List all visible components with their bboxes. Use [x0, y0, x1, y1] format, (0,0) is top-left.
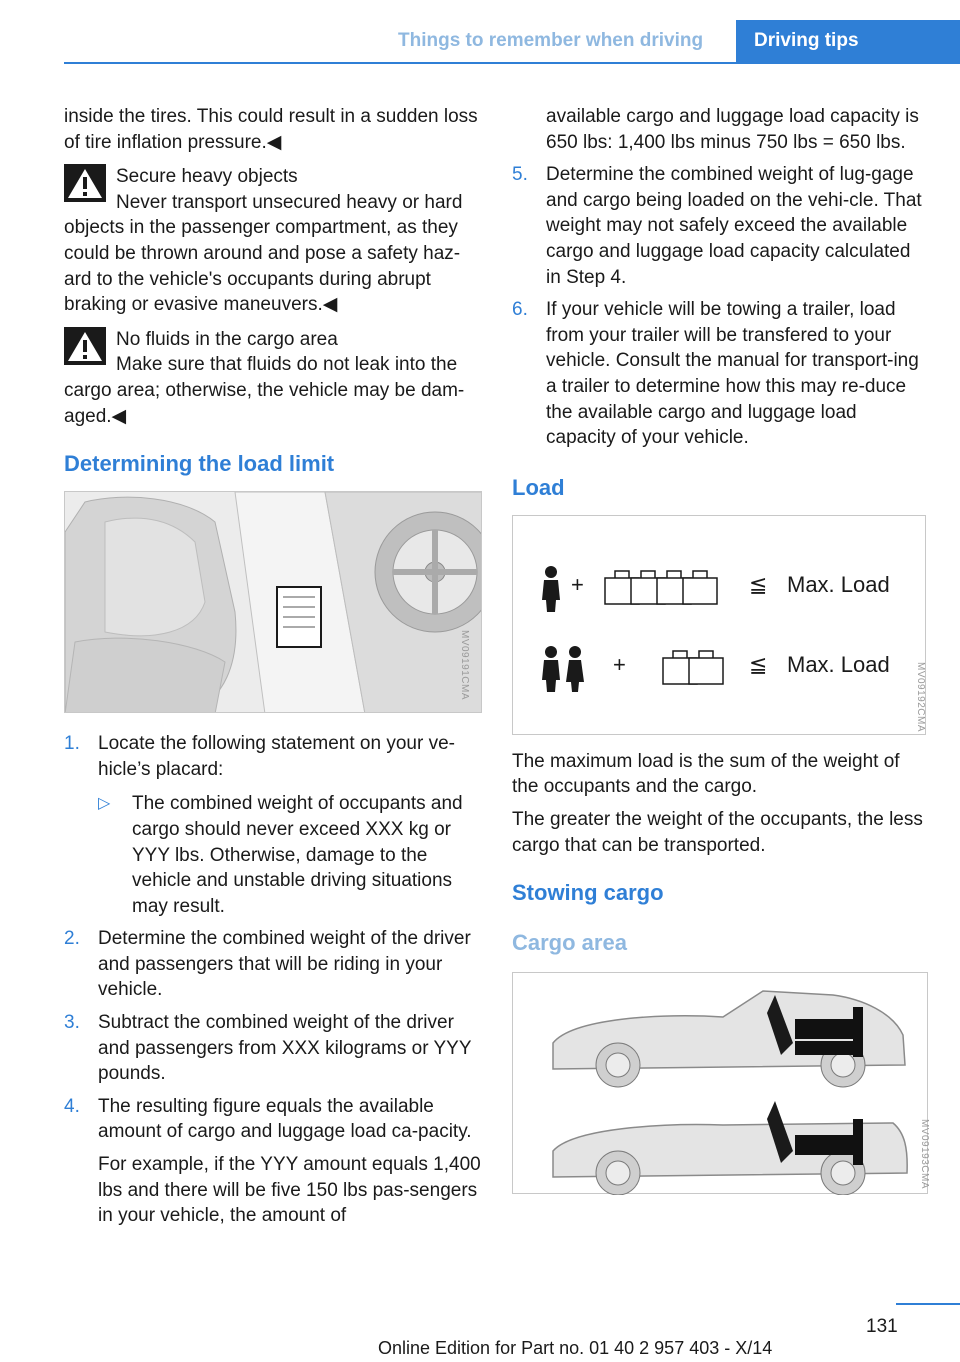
footer-rule	[896, 1303, 960, 1305]
person-icon	[542, 646, 560, 692]
luggage-icons	[605, 571, 717, 604]
page-number: 131	[866, 1316, 898, 1337]
step-item	[64, 731, 482, 919]
car-roof-open	[553, 1101, 907, 1195]
bullet-item	[98, 791, 482, 919]
figure-cargo-area	[512, 972, 928, 1194]
figure-code: MV09193CMA	[919, 1119, 930, 1190]
warning-no-fluids	[64, 327, 482, 429]
luggage-icons	[663, 651, 723, 684]
person-icon	[566, 646, 584, 692]
warning-triangle-icon	[64, 164, 106, 202]
heading-stowing-cargo: Stowing cargo	[512, 880, 664, 906]
left-column	[64, 104, 482, 1229]
header-rule	[64, 62, 960, 64]
max-load-illustration	[513, 516, 927, 736]
heading-load: Load	[512, 474, 565, 500]
figure-code: MV09192CMA	[915, 661, 926, 732]
step-text: Locate the following statement on your ve‐hicle’s placard:	[98, 733, 455, 780]
header-section-title: Things to remember when driving	[398, 30, 704, 51]
warning-title: Secure heavy objects	[116, 166, 298, 188]
car-roof-closed	[553, 991, 905, 1087]
cargo-area-illustration	[513, 973, 929, 1195]
plus-sign: +	[613, 651, 626, 677]
intro-paragraph: inside the tires. This could result in a sudden loss of tire inflation pressure.◀	[64, 106, 478, 153]
right-column	[512, 104, 930, 1194]
warning-title: No fluids in the cargo area	[116, 328, 338, 350]
step-item	[512, 297, 930, 451]
step-number: 6.	[512, 299, 528, 321]
plus-sign: +	[571, 571, 584, 597]
figure-max-load	[512, 515, 926, 735]
heading-cargo-area: Cargo area	[512, 930, 627, 956]
header-chapter-tab: Driving tips	[736, 20, 960, 62]
max-load-label: Max. Load	[787, 651, 890, 677]
step-text: Determine the combined weight of lug‐gage and cargo being loaded on the vehi‐cle. That weight may not safely exceed the available cargo and luggage load capacity calculated in Step 4.	[546, 164, 922, 288]
warning-body: Never transport unsecured heavy or hard objects in the passenger compartment, as they could be thrown around and pose a safety haz‐ard to the vehicle's occupants during abrupt braking or evasive maneuvers.◀	[64, 191, 463, 316]
load-paragraph: The maximum load is the sum of the weight of the occupants and the cargo.	[512, 750, 900, 798]
step-text: If your vehicle will be towing a trailer, load from your trailer will be transfered to your vehicle. Consult the manual for transport‐ing a trailer to determine how this may re‐duce the available cargo and luggage load capacity of your vehicle.	[546, 299, 919, 449]
figure-door-placard	[64, 491, 482, 713]
less-or-equal-sign: ≦	[749, 651, 768, 677]
step-number: 5.	[512, 164, 528, 186]
heading-determining-load-limit: Determining the load limit	[64, 451, 335, 477]
max-load-label: Max. Load	[787, 571, 890, 597]
step-text: Determine the combined weight of the driver and passengers that will be riding in your vehicle.	[98, 928, 471, 1001]
load-paragraph: The greater the weight of the occupants, the less cargo that can be transported.	[512, 808, 923, 856]
step-text: The resulting figure equals the available amount of cargo and luggage load ca‐pacity.	[98, 1095, 472, 1143]
step-text: Subtract the combined weight of the driver and passengers from XXX kilograms or YYY pounds.	[98, 1012, 472, 1085]
step-number: 3.	[64, 1012, 80, 1034]
online-edition: Online Edition for Part no. 01 40 2 957 403 - X/14	[378, 1338, 773, 1358]
person-icon	[542, 566, 560, 612]
less-or-equal-sign: ≦	[749, 571, 768, 597]
continuation-paragraph: available cargo and luggage load capacity is 650 lbs: 1,400 lbs minus 750 lbs = 650 lbs.	[546, 106, 919, 153]
step-number: 2.	[64, 928, 80, 950]
step-example: For example, if the YYY amount equals 1,400 lbs and there will be five 150 lbs pas‐sengers in your vehicle, the amount of	[98, 1154, 481, 1227]
step-item	[64, 1010, 482, 1087]
step-number: 1.	[64, 733, 80, 755]
step-item	[512, 162, 930, 290]
step-item	[64, 926, 482, 1003]
bullet-triangle-icon: ▷	[98, 795, 111, 813]
door-placard-illustration	[65, 492, 482, 713]
figure-code: MV09191CMA	[459, 630, 470, 701]
warning-triangle-icon	[64, 327, 106, 365]
warning-secure-heavy-objects	[64, 164, 482, 318]
step-number: 4.	[64, 1095, 80, 1117]
warning-body: Make sure that fluids do not leak into the cargo area; otherwise, the vehicle may be dam‐aged.◀	[64, 354, 465, 427]
bullet-text: The combined weight of occupants and cargo should never exceed XXX kg or YYY lbs. Otherwise, damage to the vehicle and unstable driving situations may result.	[132, 793, 463, 917]
step-item	[64, 1094, 482, 1229]
